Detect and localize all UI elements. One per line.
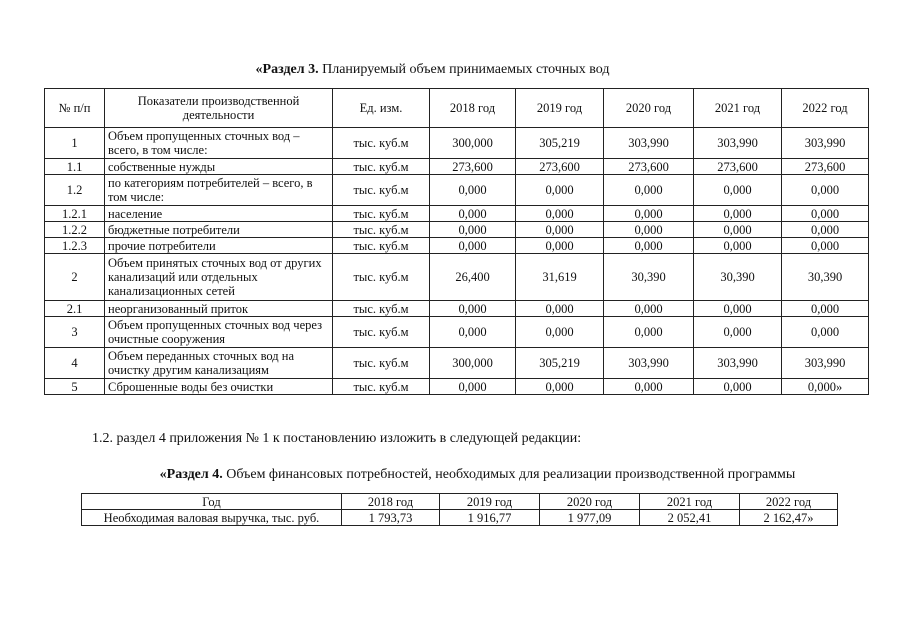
table-cell: 0,000 bbox=[694, 222, 782, 238]
table-cell: Объем переданных сточных вод на очистку другим канализациям bbox=[105, 348, 333, 379]
table-row bbox=[45, 301, 869, 317]
table-cell: 0,000 bbox=[604, 238, 694, 254]
table-cell: тыс. куб.м bbox=[333, 317, 430, 348]
table-cell: 30,390 bbox=[782, 254, 869, 301]
table-cell: 1 977,09 bbox=[540, 510, 640, 526]
table-cell: Сброшенные воды без очистки bbox=[105, 379, 333, 395]
table-cell: собственные нужды bbox=[105, 159, 333, 175]
table-cell: Объем принятых сточных вод от других канализаций или отдельных канализационных сетей bbox=[105, 254, 333, 301]
table-cell: тыс. куб.м bbox=[333, 206, 430, 222]
table-cell: 0,000 bbox=[782, 206, 869, 222]
table-cell: 5 bbox=[45, 379, 105, 395]
amendment-paragraph: 1.2. раздел 4 приложения № 1 к постановлению изложить в следующей редакции: bbox=[92, 431, 582, 446]
table-cell: население bbox=[105, 206, 333, 222]
table-cell: 2019 год bbox=[440, 494, 540, 510]
table-cell: 273,600 bbox=[694, 159, 782, 175]
table-cell: тыс. куб.м bbox=[333, 222, 430, 238]
table-cell: прочие потребители bbox=[105, 238, 333, 254]
section3-title-bold: «Раздел 3. bbox=[255, 62, 319, 77]
table-cell: тыс. куб.м bbox=[333, 128, 430, 159]
section3-header-row bbox=[45, 89, 869, 128]
table-cell: тыс. куб.м bbox=[333, 238, 430, 254]
table-cell: Год bbox=[82, 494, 342, 510]
table-cell: 0,000 bbox=[782, 175, 869, 206]
table-cell: 0,000 bbox=[516, 222, 604, 238]
table-cell: тыс. куб.м bbox=[333, 379, 430, 395]
section4-title bbox=[25, 467, 905, 483]
table-cell: 0,000 bbox=[604, 222, 694, 238]
table-cell: 0,000 bbox=[604, 317, 694, 348]
table-cell: 0,000» bbox=[782, 379, 869, 395]
table-cell: Объем пропущенных сточных вод через очистные сооружения bbox=[105, 317, 333, 348]
table-cell: 273,600 bbox=[430, 159, 516, 175]
table-cell: 2022 год bbox=[740, 494, 838, 510]
table-cell: тыс. куб.м bbox=[333, 159, 430, 175]
table-cell: 0,000 bbox=[694, 175, 782, 206]
table-cell: 303,990 bbox=[694, 348, 782, 379]
table-cell: 305,219 bbox=[516, 128, 604, 159]
table-cell: 31,619 bbox=[516, 254, 604, 301]
table-cell: 0,000 bbox=[430, 317, 516, 348]
section4-title-bold: «Раздел 4. bbox=[159, 467, 223, 482]
table-row bbox=[45, 238, 869, 254]
table-cell: 0,000 bbox=[430, 222, 516, 238]
table-cell: 303,990 bbox=[694, 128, 782, 159]
table-cell: 0,000 bbox=[430, 301, 516, 317]
table-cell: 0,000 bbox=[430, 206, 516, 222]
table-cell: 0,000 bbox=[516, 379, 604, 395]
table-cell: 2 bbox=[45, 254, 105, 301]
table-cell: 0,000 bbox=[782, 222, 869, 238]
header-cell: 2019 год bbox=[516, 89, 604, 128]
section4-title-rest: Объем финансовых потребностей, необходимых для реализации производственной программы bbox=[222, 467, 796, 482]
table-cell: 0,000 bbox=[430, 379, 516, 395]
table-cell: 1.2 bbox=[45, 175, 105, 206]
table-cell: 1 916,77 bbox=[440, 510, 540, 526]
header-cell: 2018 год bbox=[430, 89, 516, 128]
table-cell: 0,000 bbox=[604, 301, 694, 317]
section4-data-row bbox=[82, 510, 838, 526]
header-cell: № п/п bbox=[45, 89, 105, 128]
table-cell: 2.1 bbox=[45, 301, 105, 317]
table-cell: 1.2.3 bbox=[45, 238, 105, 254]
section3-title-rest: Планируемый объем принимаемых сточных вод bbox=[318, 62, 610, 77]
table-cell: 0,000 bbox=[516, 175, 604, 206]
table-cell: 2018 год bbox=[342, 494, 440, 510]
header-cell: Показатели производственной деятельности bbox=[105, 89, 333, 128]
table-cell: 0,000 bbox=[516, 301, 604, 317]
table-cell: 0,000 bbox=[516, 317, 604, 348]
section3-table bbox=[44, 88, 869, 395]
table-cell: тыс. куб.м bbox=[333, 348, 430, 379]
table-row bbox=[45, 159, 869, 175]
section3-table-body bbox=[45, 128, 869, 395]
table-row bbox=[45, 379, 869, 395]
table-cell: Объем пропущенных сточных вод – всего, в том числе: bbox=[105, 128, 333, 159]
table-cell: 1.2.1 bbox=[45, 206, 105, 222]
table-row bbox=[45, 206, 869, 222]
table-cell: 273,600 bbox=[782, 159, 869, 175]
table-cell: тыс. куб.м bbox=[333, 175, 430, 206]
table-cell: 0,000 bbox=[604, 206, 694, 222]
table-row bbox=[45, 128, 869, 159]
table-cell: 0,000 bbox=[516, 206, 604, 222]
table-cell: 1.1 bbox=[45, 159, 105, 175]
table-cell: 1 bbox=[45, 128, 105, 159]
table-cell: 0,000 bbox=[604, 175, 694, 206]
table-cell: 3 bbox=[45, 317, 105, 348]
table-cell: 273,600 bbox=[604, 159, 694, 175]
table-cell: 2021 год bbox=[640, 494, 740, 510]
table-cell: 273,600 bbox=[516, 159, 604, 175]
table-cell: 30,390 bbox=[694, 254, 782, 301]
section4-header-row bbox=[82, 494, 838, 510]
header-cell: 2020 год bbox=[604, 89, 694, 128]
table-cell: 0,000 bbox=[694, 238, 782, 254]
table-cell: 0,000 bbox=[516, 238, 604, 254]
table-cell: 0,000 bbox=[694, 379, 782, 395]
table-cell: 300,000 bbox=[430, 348, 516, 379]
table-cell: 30,390 bbox=[604, 254, 694, 301]
table-cell: тыс. куб.м bbox=[333, 301, 430, 317]
table-cell: неорганизованный приток bbox=[105, 301, 333, 317]
table-cell: 0,000 bbox=[782, 301, 869, 317]
table-cell: 4 bbox=[45, 348, 105, 379]
table-cell: 300,000 bbox=[430, 128, 516, 159]
section3-title bbox=[0, 62, 885, 78]
table-row bbox=[45, 317, 869, 348]
table-cell: бюджетные потребители bbox=[105, 222, 333, 238]
table-cell: 0,000 bbox=[604, 379, 694, 395]
table-cell: 2 162,47» bbox=[740, 510, 838, 526]
table-cell: 26,400 bbox=[430, 254, 516, 301]
table-cell: 305,219 bbox=[516, 348, 604, 379]
table-cell: 0,000 bbox=[782, 317, 869, 348]
table-cell: 1.2.2 bbox=[45, 222, 105, 238]
table-row bbox=[45, 254, 869, 301]
table-cell: 0,000 bbox=[694, 317, 782, 348]
table-row bbox=[45, 175, 869, 206]
table-cell: 1 793,73 bbox=[342, 510, 440, 526]
table-cell: Необходимая валовая выручка, тыс. руб. bbox=[82, 510, 342, 526]
table-cell: 303,990 bbox=[782, 348, 869, 379]
table-cell: 303,990 bbox=[604, 348, 694, 379]
table-cell: тыс. куб.м bbox=[333, 254, 430, 301]
table-cell: 303,990 bbox=[782, 128, 869, 159]
header-cell: Ед. изм. bbox=[333, 89, 430, 128]
table-cell: по категориям потребителей – всего, в том числе: bbox=[105, 175, 333, 206]
table-cell: 0,000 bbox=[694, 301, 782, 317]
section4-table bbox=[81, 493, 838, 526]
table-cell: 0,000 bbox=[430, 175, 516, 206]
table-cell: 0,000 bbox=[782, 238, 869, 254]
table-cell: 303,990 bbox=[604, 128, 694, 159]
table-row bbox=[45, 222, 869, 238]
table-cell: 0,000 bbox=[430, 238, 516, 254]
header-cell: 2022 год bbox=[782, 89, 869, 128]
table-cell: 2020 год bbox=[540, 494, 640, 510]
table-cell: 2 052,41 bbox=[640, 510, 740, 526]
table-cell: 0,000 bbox=[694, 206, 782, 222]
header-cell: 2021 год bbox=[694, 89, 782, 128]
table-row bbox=[45, 348, 869, 379]
